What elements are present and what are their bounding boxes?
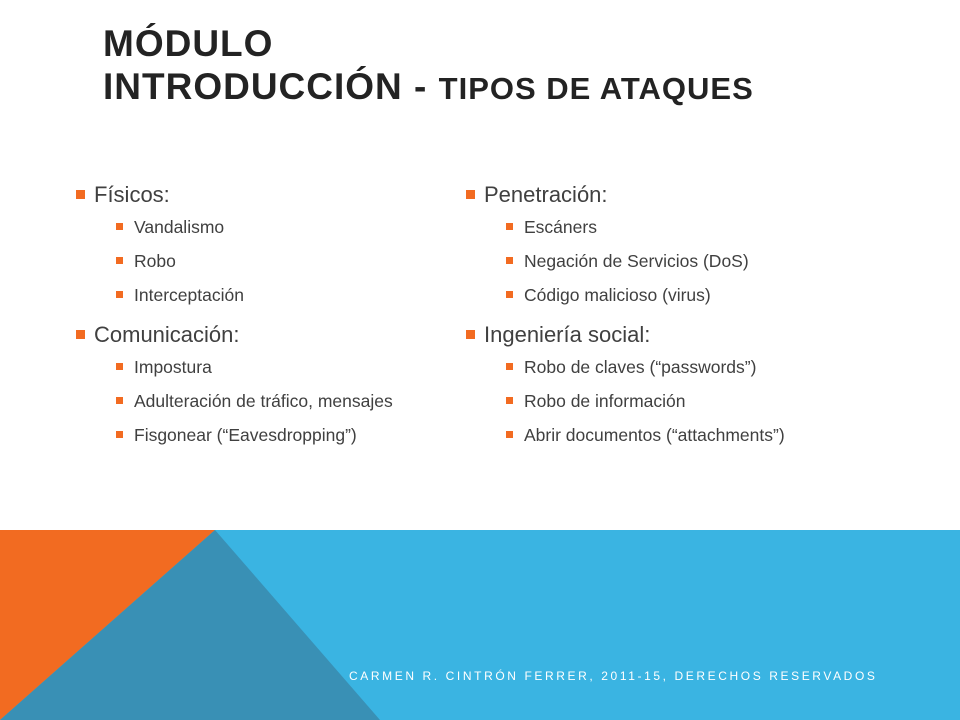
square-bullet-icon — [466, 330, 475, 339]
square-bullet-icon — [116, 363, 123, 370]
left-bullet-list — [76, 178, 456, 446]
list-item-text: Robo — [134, 251, 176, 271]
square-bullet-icon — [76, 190, 85, 199]
right-column — [466, 178, 936, 458]
list-item-text: Robo de claves (“passwords”) — [524, 357, 757, 377]
square-bullet-icon — [116, 397, 123, 404]
list-item — [506, 390, 936, 412]
list-item-text: Robo de información — [524, 391, 686, 411]
footer-decoration — [0, 530, 960, 720]
list-item-text: Adulteración de tráfico, mensajes — [134, 391, 393, 411]
list-item-text: Vandalismo — [134, 217, 225, 237]
list-item — [506, 216, 936, 238]
square-bullet-icon — [76, 330, 85, 339]
list-item — [506, 250, 936, 272]
list-item-text: Escáners — [524, 217, 597, 237]
square-bullet-icon — [116, 291, 123, 298]
list-item-text: Fisgonear (“Eavesdropping”) — [134, 425, 357, 445]
bullet-label: Ingeniería social: — [484, 322, 651, 347]
list-item-text: Negación de Servicios (DoS) — [524, 251, 749, 271]
square-bullet-icon — [116, 257, 123, 264]
left-column — [76, 178, 456, 458]
square-bullet-icon — [116, 431, 123, 438]
right-bullet-list — [466, 178, 936, 446]
sub-list — [484, 216, 936, 306]
bullet-penetracion — [466, 178, 936, 306]
list-item — [506, 284, 936, 306]
square-bullet-icon — [506, 397, 513, 404]
bullet-label: Penetración: — [484, 182, 608, 207]
list-item — [116, 250, 456, 272]
list-item — [116, 356, 456, 378]
square-bullet-icon — [506, 223, 513, 230]
square-bullet-icon — [116, 223, 123, 230]
list-item — [116, 284, 456, 306]
list-item — [506, 424, 936, 446]
square-bullet-icon — [506, 363, 513, 370]
title-line-1: MÓDULO — [103, 23, 274, 64]
slide-title — [103, 22, 754, 110]
title-main: INTRODUCCIÓN - — [103, 66, 439, 107]
sub-list — [94, 356, 456, 446]
square-bullet-icon — [506, 291, 513, 298]
list-item — [116, 390, 456, 412]
bullet-label: Comunicación: — [94, 322, 240, 347]
square-bullet-icon — [506, 257, 513, 264]
list-item-text: Interceptación — [134, 285, 244, 305]
list-item-text: Abrir documentos (“attachments”) — [524, 425, 785, 445]
list-item — [116, 216, 456, 238]
footer-copyright: CARMEN R. CINTRÓN FERRER, 2011-15, DERECHOS RESERVADOS — [349, 669, 878, 683]
sub-list — [94, 216, 456, 306]
list-item-text: Impostura — [134, 357, 212, 377]
list-item-text: Código malicioso (virus) — [524, 285, 711, 305]
sub-list — [484, 356, 936, 446]
bullet-ingenieria-social — [466, 318, 936, 446]
bullet-fisicos — [76, 178, 456, 306]
square-bullet-icon — [466, 190, 475, 199]
bullet-comunicacion — [76, 318, 456, 446]
list-item — [506, 356, 936, 378]
bullet-label: Físicos: — [94, 182, 170, 207]
title-line-2 — [103, 65, 754, 110]
list-item — [116, 424, 456, 446]
title-subtitle: TIPOS DE ATAQUES — [438, 71, 754, 106]
square-bullet-icon — [506, 431, 513, 438]
